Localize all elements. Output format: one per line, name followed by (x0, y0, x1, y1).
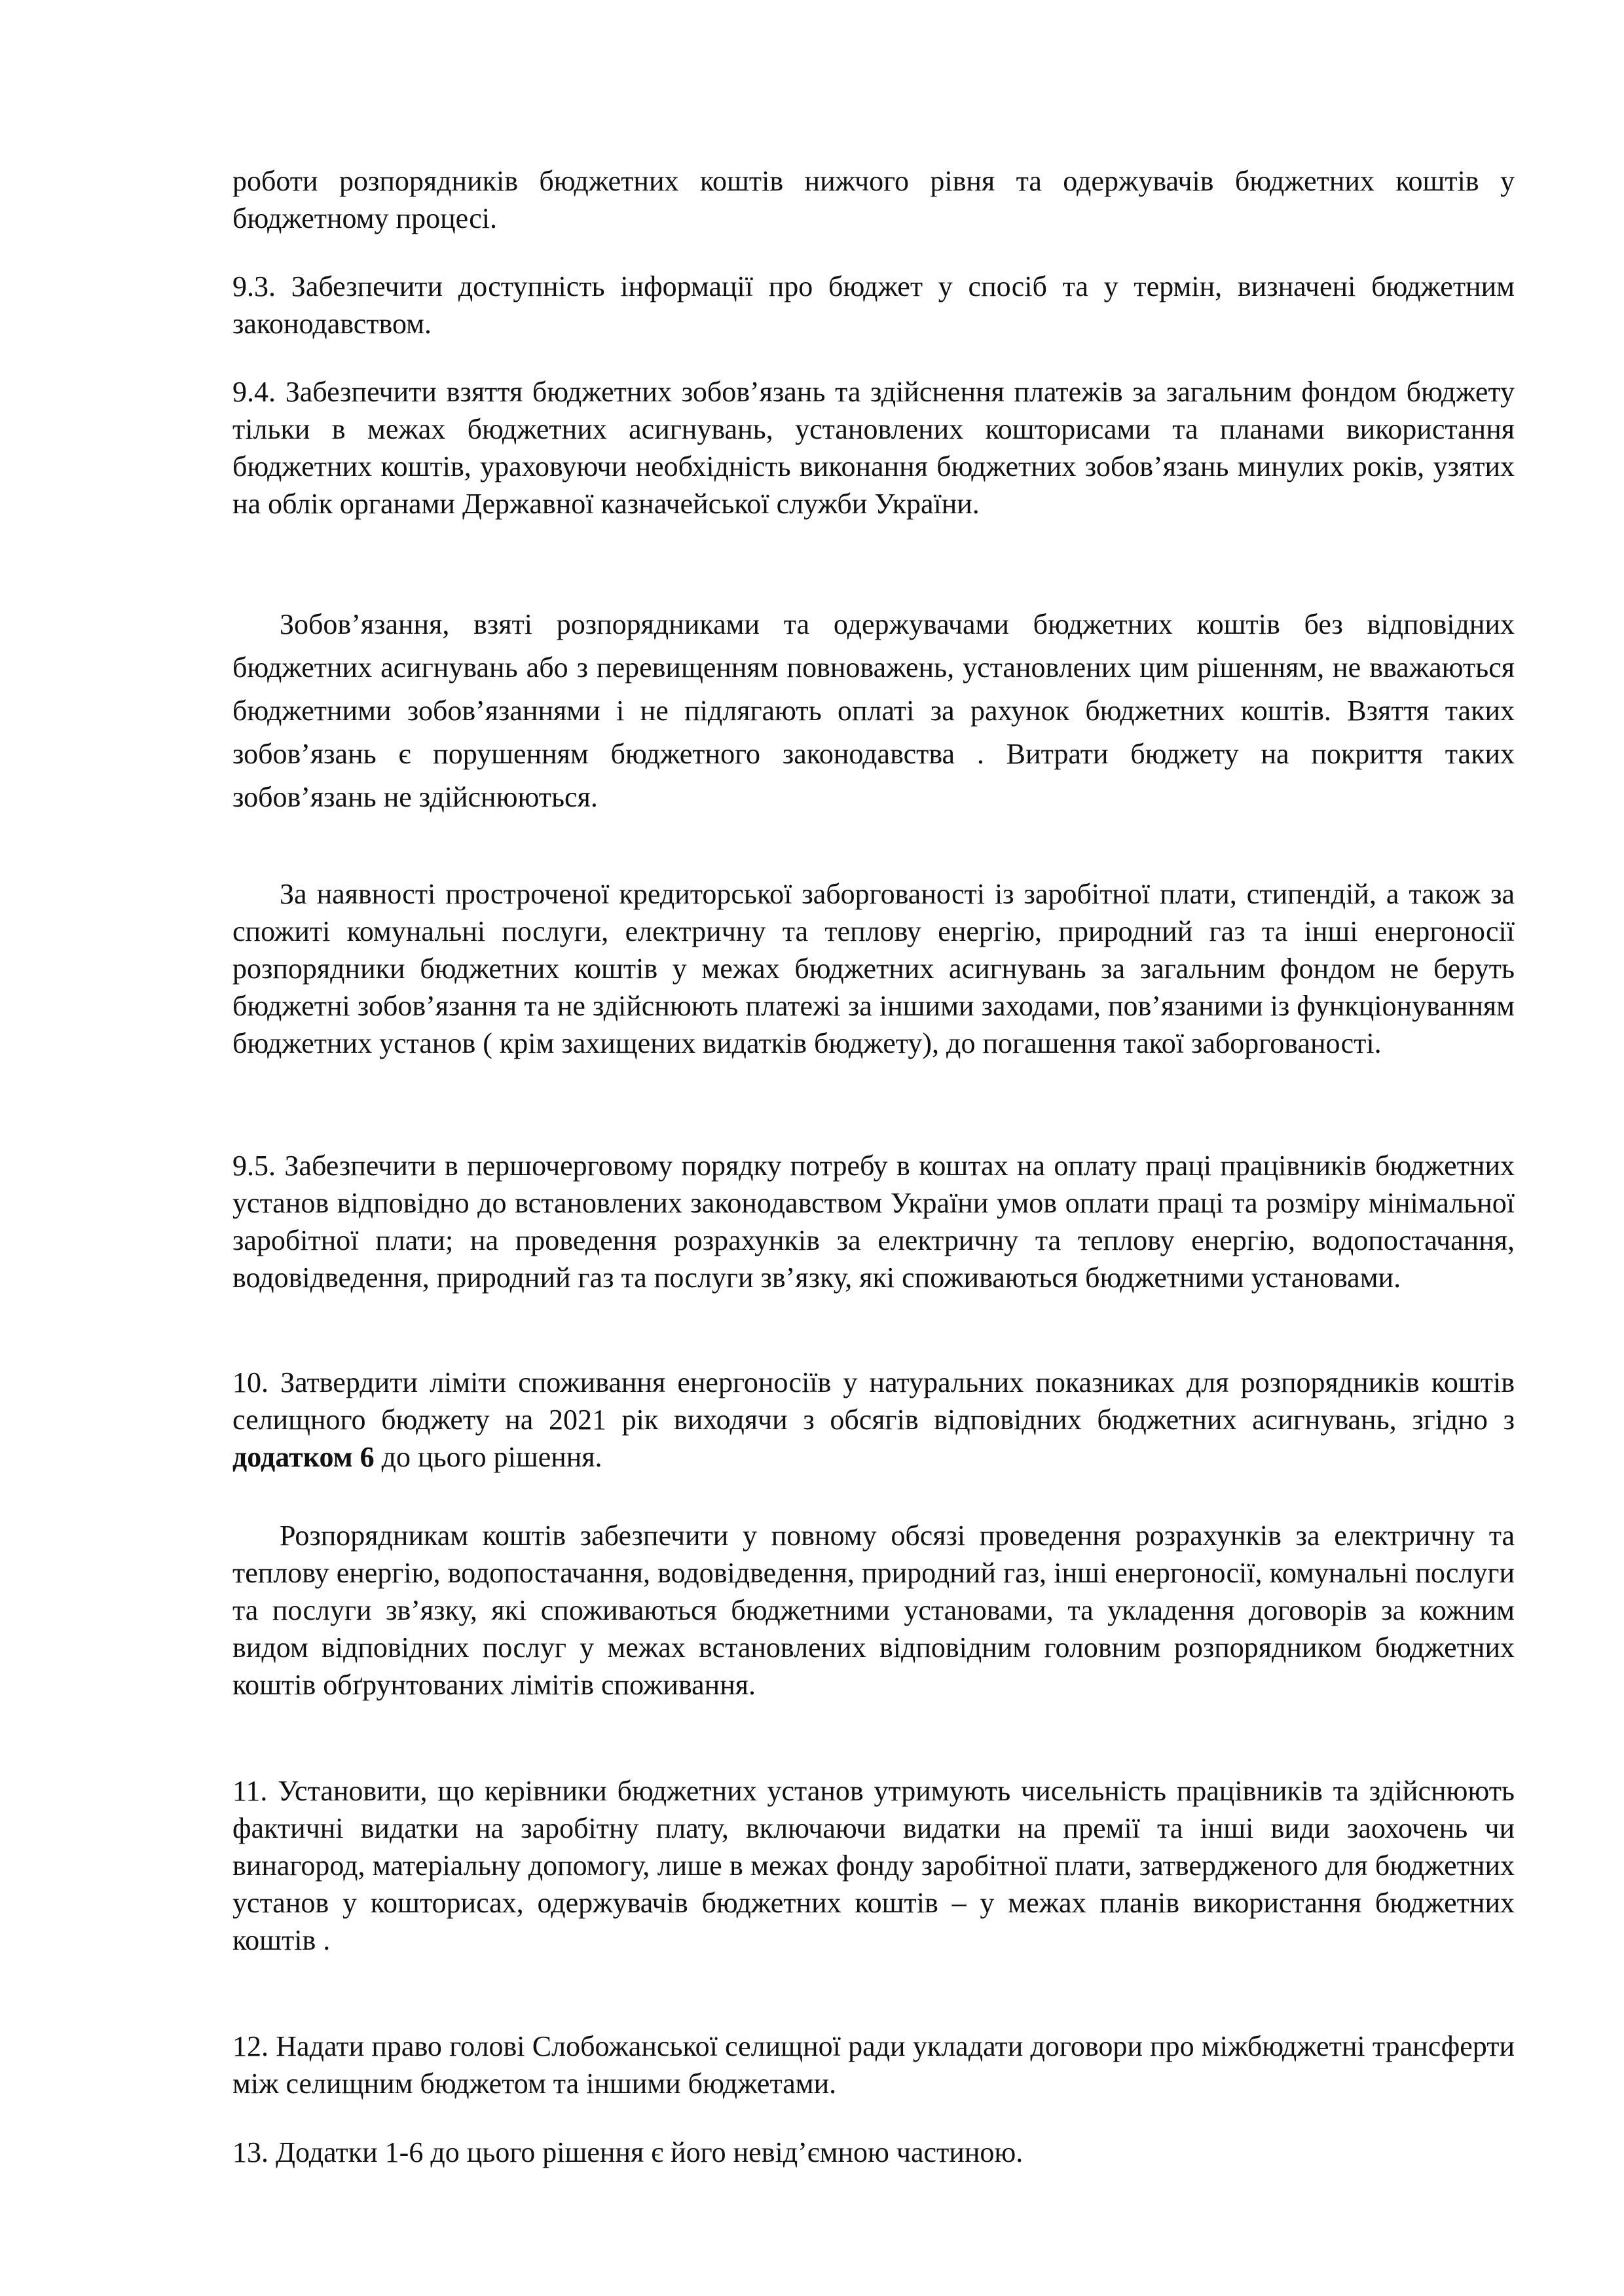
paragraph-10-bold-appendix: додатком 6 (232, 1441, 375, 1473)
paragraph-9-3: 9.3. Забезпечити доступність інформації про бюджет у спосіб та у термін, визначені бюджетним законодавством. (232, 270, 1515, 340)
paragraph-11: 11. Установити, що керівники бюджетних установ утримують чисельність працівників та здійснюють фактичні видатки на заробітну плату, включаючи видатки на премії та інші види заохочень чи винагород, матеріальну допомогу, лише в межах фонду заробітної плати, затвердженого для бюджетних установ у кошторисах, одержувачів бюджетних коштів – у межах планів використання бюджетних коштів . (232, 1775, 1515, 1956)
paragraph-9-4: 9.4. Забезпечити взяття бюджетних зобов’язань та здійснення платежів за загальним фондом бюджету тільки в межах бюджетних асигнувань, установлених кошторисами та планами використання бюджетних коштів, ураховуючи необхідність виконання бюджетних зобов’язань минулих років, узятих на облік органами Державної казначейської служби України. (232, 376, 1515, 520)
paragraph-10-text-end: до цього рішення. (374, 1441, 602, 1473)
paragraph-10-text-start: 10. Затвердити ліміти споживання енергоносіїв у натуральних показниках для розпорядників коштів селищного бюджету на 2021 рік виходячи з обсягів відповідних бюджетних асигнувань, згідно з (232, 1366, 1515, 1436)
paragraph-obligations: Зобов’язання, взяті розпорядниками та одержувачами бюджетних коштів без відповідних бюджетних асигнувань або з перевищенням повноважень, установлених цим рішенням, не вважаються бюджетними зобов’язаннями і не підлягають оплаті за рахунок бюджетних коштів. Взяття таких зобов’язань є порушенням бюджетного законодавства . Витрати бюджету на покриття таких зобов’язань не здійснюються. (232, 608, 1515, 813)
paragraph-managers: Розпорядникам коштів забезпечити у повному обсязі проведення розрахунків за електричну та теплову енергію, водопостачання, водовідведення, природний газ, інші енергоносії, комунальні послуги та послуги зв’язку, які споживаються бюджетними установами, та укладення договорів за кожним видом відповідних послуг у межах встановлених відповідним головним розпорядником бюджетних коштів обґрунтованих лімітів споживання. (232, 1520, 1515, 1701)
paragraph-9-5: 9.5. Забезпечити в першочерговому порядку потребу в коштах на оплату праці працівників бюджетних установ відповідно до встановлених законодавством України умов оплати праці та розміру мінімальної заробітної плати; на проведення розрахунків за електричну та теплову енергію, водопостачання, водовідведення, природний газ та послуги зв’язку, які споживаються бюджетними установами. (232, 1150, 1515, 1294)
paragraph-12: 12. Надати право голові Слобожанської селищної ради укладати договори про міжбюджетні трансферти між селищним бюджетом та іншими бюджетами. (232, 2030, 1515, 2100)
paragraph-arrears: За наявності простроченої кредиторської заборгованості із заробітної плати, стипендій, а також за спожиті комунальні послуги, електричну та теплову енергію, природний газ та інші енергоносії розпорядники бюджетних коштів у межах бюджетних асигнувань за загальним фондом не беруть бюджетні зобов’язання та не здійснюють платежі за іншими заходами, пов’язаними із функціонуванням бюджетних установ ( крім захищених видатків бюджету), до погашення такої заборгованості. (232, 878, 1515, 1059)
paragraph-9-2-continuation: роботи розпорядників бюджетних коштів нижчого рівня та одержувачів бюджетних коштів у бюджетному процесі. (232, 165, 1515, 234)
paragraph-10 (232, 1364, 1515, 1476)
paragraph-13: 13. Додатки 1-6 до цього рішення є його невід’ємною частиною. (232, 2136, 1024, 2168)
